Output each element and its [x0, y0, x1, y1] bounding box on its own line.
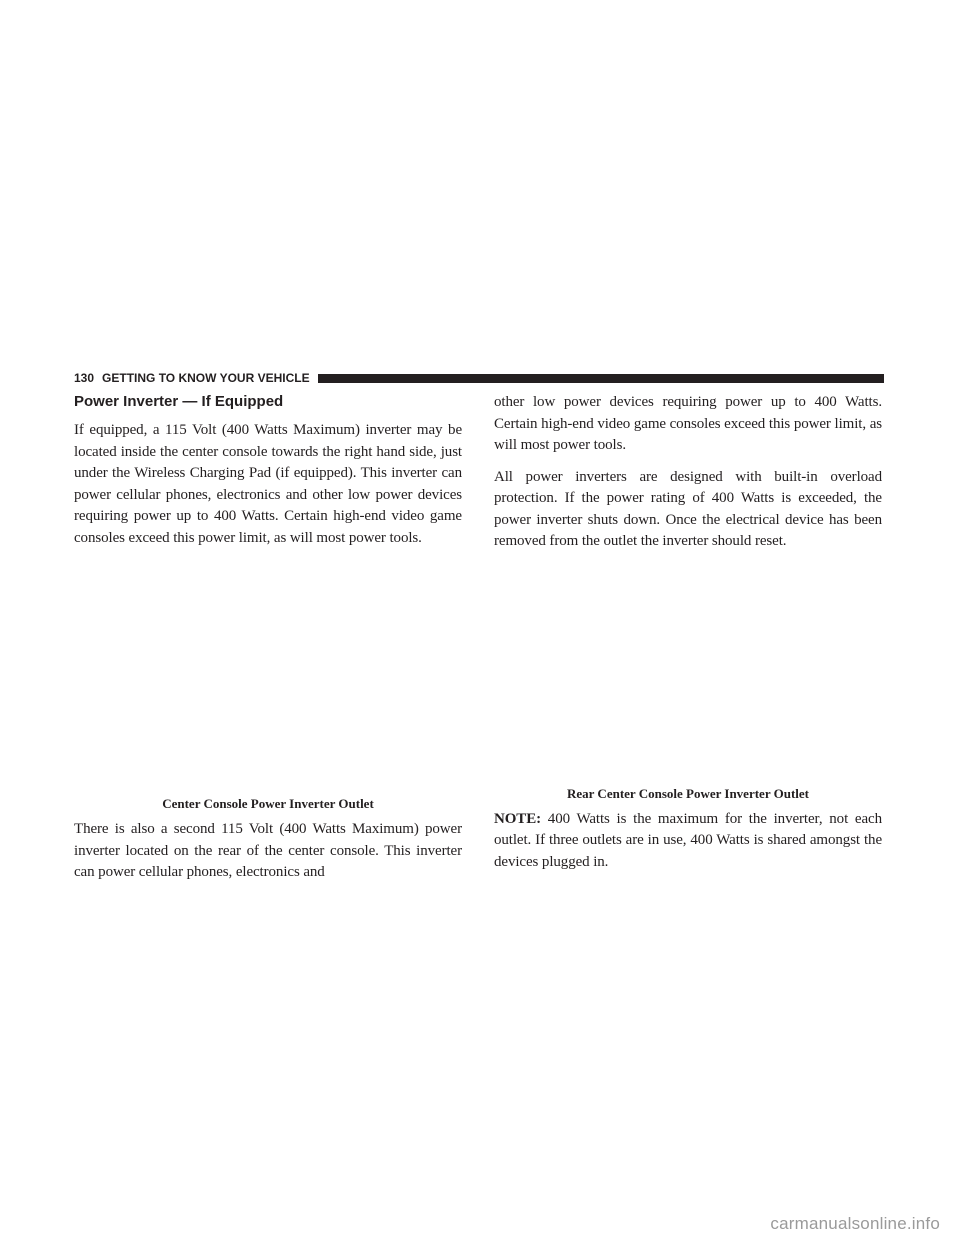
section-title: Power Inverter — If Equipped — [74, 393, 284, 410]
note-text: 400 Watts is the maximum for the inverter, not each outlet. If three outlets are in use, 400 Watts is shared amongst the devices plugged in. — [494, 810, 882, 870]
left-column — [74, 392, 462, 894]
note-paragraph — [494, 809, 882, 874]
chapter-title: GETTING TO KNOW YOUR VEHICLE — [102, 371, 310, 385]
center-console-figure — [74, 559, 462, 795]
page-header — [74, 370, 884, 386]
second-inverter-paragraph: There is also a second 115 Volt (400 Watts Maximum) power inverter located on the rear of the center console. This inverter can power cellular phones, electronics and — [74, 821, 462, 880]
header-rule — [318, 374, 884, 383]
rear-console-figure — [494, 563, 882, 785]
page-number: 130 — [74, 371, 95, 385]
continued-paragraph: other low power devices requiring power up to 400 Watts. Certain high-end video game consoles exceed this power limit, as will most power tools. — [494, 394, 882, 453]
watermark: carmanualsonline.info — [770, 1214, 940, 1233]
figure-caption: Rear Center Console Power Inverter Outlet — [566, 785, 809, 801]
note-label: NOTE: — [494, 810, 542, 827]
right-column — [494, 392, 882, 883]
intro-paragraph: If equipped, a 115 Volt (400 Watts Maximum) inverter may be located inside the center console towards the right hand side, just under the Wireless Charging Pad (if equipped). This inverter can power cellular phones, electronics and other low power devices requiring power up to 400 Watts. Certain high-end video game consoles exceed this power limit, as will most power tools. — [74, 422, 462, 546]
figure-caption: Center Console Power Inverter Outlet — [162, 796, 374, 811]
overload-paragraph: All power inverters are designed with built-in overload protection. If the power rating of 400 Watts is exceeded, the power inverter shuts down. Once the electrical device has been removed from the outlet the inverter should reset. — [494, 468, 882, 549]
